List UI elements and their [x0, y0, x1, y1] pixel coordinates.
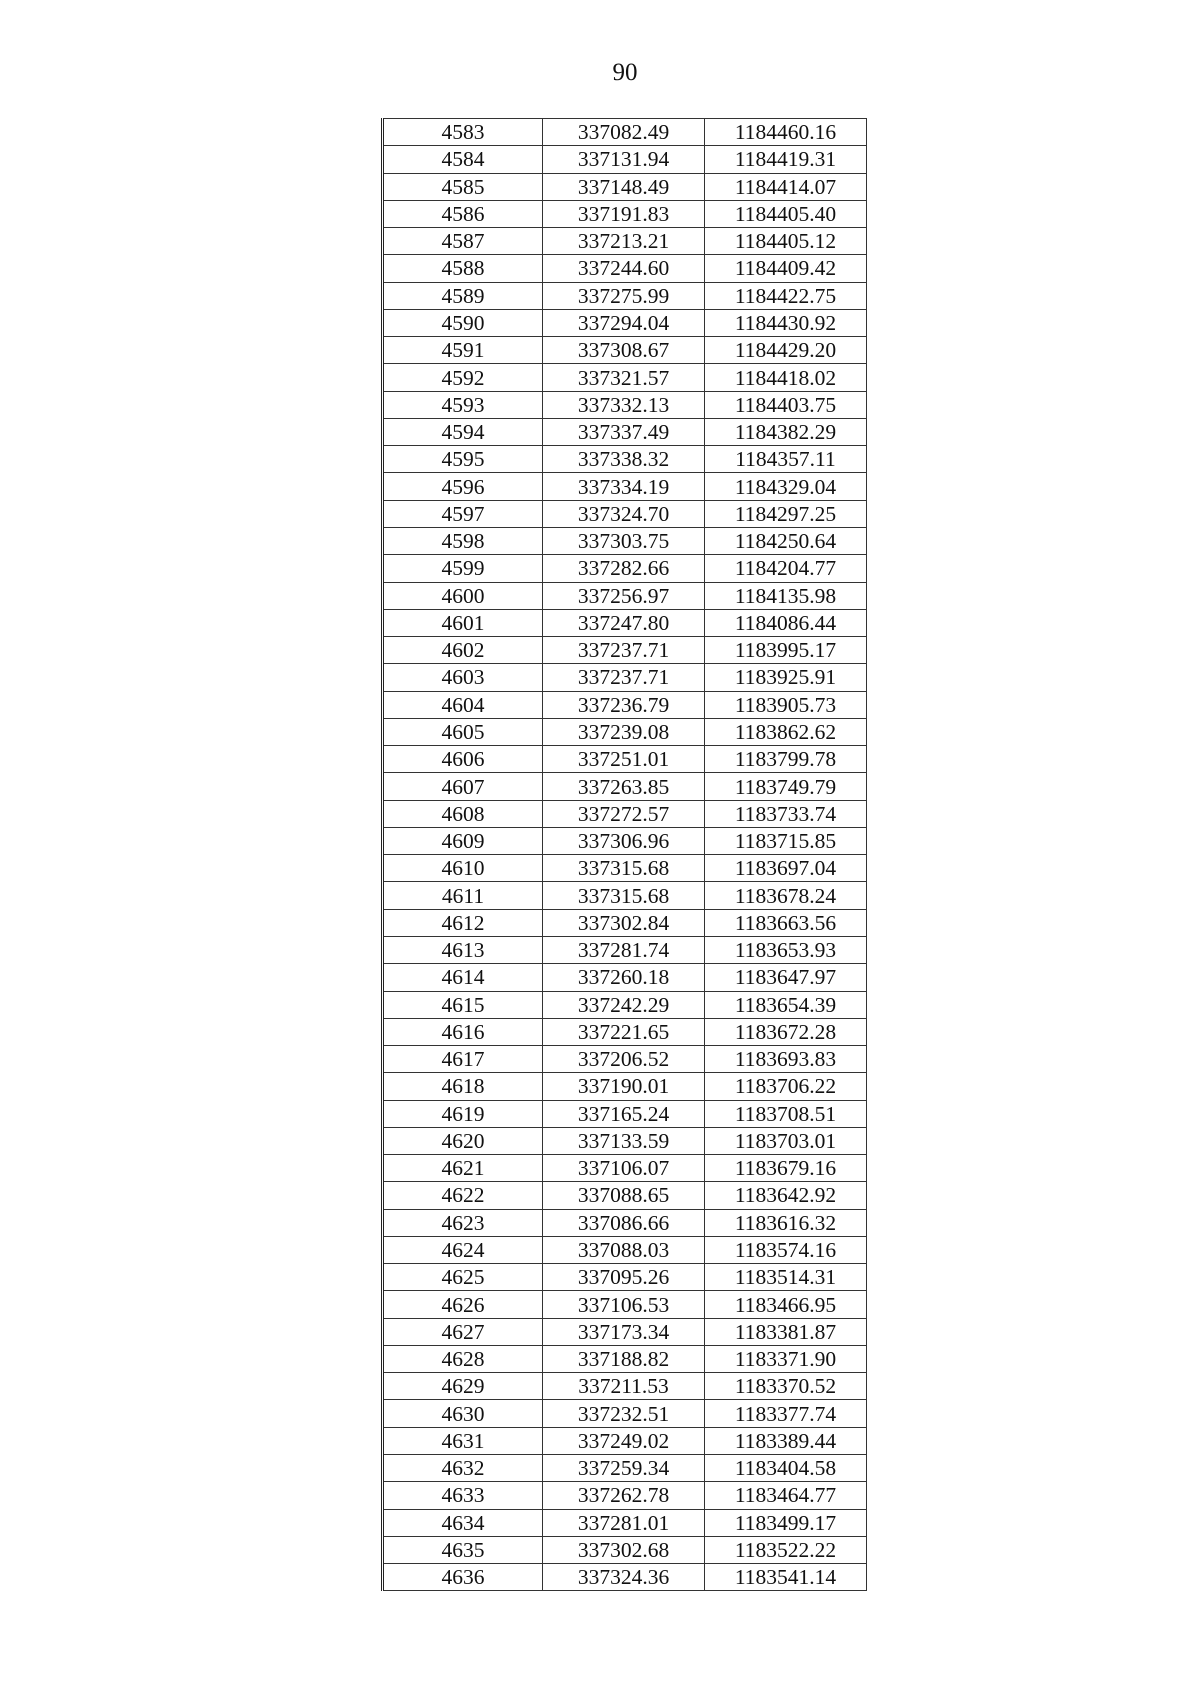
point-number-cell: 4615 — [383, 991, 543, 1018]
y-coordinate-cell: 1183466.95 — [705, 1291, 867, 1318]
x-coordinate-cell: 337148.49 — [543, 173, 705, 200]
x-coordinate-cell: 337237.71 — [543, 637, 705, 664]
table-row — [383, 882, 867, 909]
point-number-cell: 4589 — [383, 282, 543, 309]
x-coordinate-cell: 337251.01 — [543, 746, 705, 773]
point-number-cell: 4594 — [383, 418, 543, 445]
table-row — [383, 1182, 867, 1209]
y-coordinate-cell: 1183708.51 — [705, 1100, 867, 1127]
point-number-cell: 4592 — [383, 364, 543, 391]
y-coordinate-cell: 1183703.01 — [705, 1127, 867, 1154]
x-coordinate-cell: 337282.66 — [543, 555, 705, 582]
y-coordinate-cell: 1184409.42 — [705, 255, 867, 282]
x-coordinate-cell: 337337.49 — [543, 418, 705, 445]
table-row — [383, 527, 867, 554]
point-number-cell: 4599 — [383, 555, 543, 582]
page-number: 90 — [612, 59, 638, 86]
table-row — [383, 1073, 867, 1100]
y-coordinate-cell: 1183642.92 — [705, 1182, 867, 1209]
x-coordinate-cell: 337321.57 — [543, 364, 705, 391]
point-number-cell: 4598 — [383, 527, 543, 554]
table-row — [383, 309, 867, 336]
y-coordinate-cell: 1183616.32 — [705, 1209, 867, 1236]
x-coordinate-cell: 337082.49 — [543, 119, 705, 146]
point-number-cell: 4587 — [383, 228, 543, 255]
y-coordinate-cell: 1183715.85 — [705, 827, 867, 854]
x-coordinate-cell: 337260.18 — [543, 964, 705, 991]
y-coordinate-cell: 1183995.17 — [705, 637, 867, 664]
point-number-cell: 4624 — [383, 1236, 543, 1263]
table-row — [383, 1509, 867, 1536]
x-coordinate-cell: 337190.01 — [543, 1073, 705, 1100]
y-coordinate-cell: 1183371.90 — [705, 1345, 867, 1372]
point-number-cell: 4588 — [383, 255, 543, 282]
x-coordinate-cell: 337303.75 — [543, 527, 705, 554]
x-coordinate-cell: 337302.84 — [543, 909, 705, 936]
table-row — [383, 909, 867, 936]
table-row — [383, 337, 867, 364]
x-coordinate-cell: 337191.83 — [543, 200, 705, 227]
table-row — [383, 582, 867, 609]
table-row — [383, 1100, 867, 1127]
table-row — [383, 691, 867, 718]
y-coordinate-cell: 1184422.75 — [705, 282, 867, 309]
x-coordinate-cell: 337211.53 — [543, 1373, 705, 1400]
x-coordinate-cell: 337302.68 — [543, 1536, 705, 1563]
table-row — [383, 746, 867, 773]
coordinates-table — [381, 118, 867, 1591]
point-number-cell: 4631 — [383, 1427, 543, 1454]
table-row — [383, 1482, 867, 1509]
point-number-cell: 4611 — [383, 882, 543, 909]
table-row — [383, 609, 867, 636]
point-number-cell: 4606 — [383, 746, 543, 773]
y-coordinate-cell: 1183404.58 — [705, 1455, 867, 1482]
y-coordinate-cell: 1183370.52 — [705, 1373, 867, 1400]
y-coordinate-cell: 1184382.29 — [705, 418, 867, 445]
x-coordinate-cell: 337095.26 — [543, 1264, 705, 1291]
x-coordinate-cell: 337272.57 — [543, 800, 705, 827]
y-coordinate-cell: 1184429.20 — [705, 337, 867, 364]
point-number-cell: 4609 — [383, 827, 543, 854]
point-number-cell: 4601 — [383, 609, 543, 636]
table-row — [383, 1236, 867, 1263]
point-number-cell: 4595 — [383, 446, 543, 473]
table-row — [383, 1209, 867, 1236]
table-row — [383, 1046, 867, 1073]
y-coordinate-cell: 1184135.98 — [705, 582, 867, 609]
point-number-cell: 4622 — [383, 1182, 543, 1209]
x-coordinate-cell: 337281.01 — [543, 1509, 705, 1536]
point-number-cell: 4636 — [383, 1564, 543, 1591]
x-coordinate-cell: 337262.78 — [543, 1482, 705, 1509]
x-coordinate-cell: 337249.02 — [543, 1427, 705, 1454]
point-number-cell: 4617 — [383, 1046, 543, 1073]
table-row — [383, 500, 867, 527]
y-coordinate-cell: 1183541.14 — [705, 1564, 867, 1591]
table-row — [383, 1345, 867, 1372]
y-coordinate-cell: 1183654.39 — [705, 991, 867, 1018]
y-coordinate-cell: 1183905.73 — [705, 691, 867, 718]
x-coordinate-cell: 337338.32 — [543, 446, 705, 473]
y-coordinate-cell: 1184405.40 — [705, 200, 867, 227]
y-coordinate-cell: 1184414.07 — [705, 173, 867, 200]
point-number-cell: 4608 — [383, 800, 543, 827]
x-coordinate-cell: 337088.65 — [543, 1182, 705, 1209]
x-coordinate-cell: 337259.34 — [543, 1455, 705, 1482]
point-number-cell: 4584 — [383, 146, 543, 173]
point-number-cell: 4635 — [383, 1536, 543, 1563]
table-row — [383, 1400, 867, 1427]
y-coordinate-cell: 1184250.64 — [705, 527, 867, 554]
y-coordinate-cell: 1183733.74 — [705, 800, 867, 827]
point-number-cell: 4613 — [383, 936, 543, 963]
table-row — [383, 664, 867, 691]
x-coordinate-cell: 337206.52 — [543, 1046, 705, 1073]
y-coordinate-cell: 1183574.16 — [705, 1236, 867, 1263]
y-coordinate-cell: 1184419.31 — [705, 146, 867, 173]
x-coordinate-cell: 337294.04 — [543, 309, 705, 336]
y-coordinate-cell: 1183749.79 — [705, 773, 867, 800]
table-row — [383, 200, 867, 227]
x-coordinate-cell: 337315.68 — [543, 855, 705, 882]
table-row — [383, 1455, 867, 1482]
table-row — [383, 855, 867, 882]
y-coordinate-cell: 1183672.28 — [705, 1018, 867, 1045]
x-coordinate-cell: 337242.29 — [543, 991, 705, 1018]
point-number-cell: 4590 — [383, 309, 543, 336]
table-row — [383, 255, 867, 282]
point-number-cell: 4614 — [383, 964, 543, 991]
point-number-cell: 4616 — [383, 1018, 543, 1045]
table-row — [383, 364, 867, 391]
y-coordinate-cell: 1183647.97 — [705, 964, 867, 991]
y-coordinate-cell: 1183862.62 — [705, 718, 867, 745]
x-coordinate-cell: 337173.34 — [543, 1318, 705, 1345]
y-coordinate-cell: 1184403.75 — [705, 391, 867, 418]
x-coordinate-cell: 337239.08 — [543, 718, 705, 745]
x-coordinate-cell: 337086.66 — [543, 1209, 705, 1236]
table-row — [383, 555, 867, 582]
x-coordinate-cell: 337334.19 — [543, 473, 705, 500]
point-number-cell: 4610 — [383, 855, 543, 882]
table-row — [383, 446, 867, 473]
table-row — [383, 637, 867, 664]
point-number-cell: 4612 — [383, 909, 543, 936]
x-coordinate-cell: 337221.65 — [543, 1018, 705, 1045]
table-row — [383, 991, 867, 1018]
y-coordinate-cell: 1183389.44 — [705, 1427, 867, 1454]
x-coordinate-cell: 337232.51 — [543, 1400, 705, 1427]
point-number-cell: 4593 — [383, 391, 543, 418]
point-number-cell: 4591 — [383, 337, 543, 364]
x-coordinate-cell: 337237.71 — [543, 664, 705, 691]
point-number-cell: 4634 — [383, 1509, 543, 1536]
point-number-cell: 4607 — [383, 773, 543, 800]
table-row — [383, 473, 867, 500]
y-coordinate-cell: 1184329.04 — [705, 473, 867, 500]
point-number-cell: 4604 — [383, 691, 543, 718]
x-coordinate-cell: 337281.74 — [543, 936, 705, 963]
y-coordinate-cell: 1184297.25 — [705, 500, 867, 527]
y-coordinate-cell: 1183663.56 — [705, 909, 867, 936]
table-row — [383, 1427, 867, 1454]
y-coordinate-cell: 1183499.17 — [705, 1509, 867, 1536]
x-coordinate-cell: 337165.24 — [543, 1100, 705, 1127]
table-row — [383, 282, 867, 309]
table-row — [383, 418, 867, 445]
y-coordinate-cell: 1184405.12 — [705, 228, 867, 255]
point-number-cell: 4627 — [383, 1318, 543, 1345]
table-row — [383, 391, 867, 418]
point-number-cell: 4629 — [383, 1373, 543, 1400]
table-row — [383, 1564, 867, 1591]
y-coordinate-cell: 1184357.11 — [705, 446, 867, 473]
point-number-cell: 4621 — [383, 1155, 543, 1182]
table-row — [383, 1018, 867, 1045]
y-coordinate-cell: 1184086.44 — [705, 609, 867, 636]
x-coordinate-cell: 337188.82 — [543, 1345, 705, 1372]
point-number-cell: 4603 — [383, 664, 543, 691]
point-number-cell: 4583 — [383, 119, 543, 146]
y-coordinate-cell: 1183679.16 — [705, 1155, 867, 1182]
y-coordinate-cell: 1183799.78 — [705, 746, 867, 773]
table-row — [383, 1264, 867, 1291]
x-coordinate-cell: 337088.03 — [543, 1236, 705, 1263]
x-coordinate-cell: 337308.67 — [543, 337, 705, 364]
table-row — [383, 718, 867, 745]
x-coordinate-cell: 337244.60 — [543, 255, 705, 282]
point-number-cell: 4596 — [383, 473, 543, 500]
y-coordinate-cell: 1184418.02 — [705, 364, 867, 391]
y-coordinate-cell: 1183381.87 — [705, 1318, 867, 1345]
point-number-cell: 4628 — [383, 1345, 543, 1372]
table-row — [383, 1155, 867, 1182]
x-coordinate-cell: 337236.79 — [543, 691, 705, 718]
y-coordinate-cell: 1183464.77 — [705, 1482, 867, 1509]
table-row — [383, 827, 867, 854]
y-coordinate-cell: 1183377.74 — [705, 1400, 867, 1427]
table-row — [383, 146, 867, 173]
x-coordinate-cell: 337131.94 — [543, 146, 705, 173]
point-number-cell: 4630 — [383, 1400, 543, 1427]
y-coordinate-cell: 1183693.83 — [705, 1046, 867, 1073]
point-number-cell: 4618 — [383, 1073, 543, 1100]
point-number-cell: 4620 — [383, 1127, 543, 1154]
table-row — [383, 964, 867, 991]
table-row — [383, 936, 867, 963]
x-coordinate-cell: 337263.85 — [543, 773, 705, 800]
x-coordinate-cell: 337106.53 — [543, 1291, 705, 1318]
point-number-cell: 4585 — [383, 173, 543, 200]
point-number-cell: 4605 — [383, 718, 543, 745]
x-coordinate-cell: 337133.59 — [543, 1127, 705, 1154]
table-row — [383, 1373, 867, 1400]
table-row — [383, 1291, 867, 1318]
y-coordinate-cell: 1183925.91 — [705, 664, 867, 691]
x-coordinate-cell: 337213.21 — [543, 228, 705, 255]
point-number-cell: 4597 — [383, 500, 543, 527]
y-coordinate-cell: 1184430.92 — [705, 309, 867, 336]
y-coordinate-cell: 1184460.16 — [705, 119, 867, 146]
table-row — [383, 1127, 867, 1154]
table-row — [383, 1318, 867, 1345]
table-row — [383, 800, 867, 827]
point-number-cell: 4623 — [383, 1209, 543, 1236]
point-number-cell: 4626 — [383, 1291, 543, 1318]
x-coordinate-cell: 337256.97 — [543, 582, 705, 609]
y-coordinate-cell: 1183678.24 — [705, 882, 867, 909]
x-coordinate-cell: 337324.36 — [543, 1564, 705, 1591]
y-coordinate-cell: 1183706.22 — [705, 1073, 867, 1100]
point-number-cell: 4602 — [383, 637, 543, 664]
table-row — [383, 173, 867, 200]
y-coordinate-cell: 1183697.04 — [705, 855, 867, 882]
x-coordinate-cell: 337106.07 — [543, 1155, 705, 1182]
point-number-cell: 4633 — [383, 1482, 543, 1509]
x-coordinate-cell: 337275.99 — [543, 282, 705, 309]
x-coordinate-cell: 337332.13 — [543, 391, 705, 418]
y-coordinate-cell: 1183653.93 — [705, 936, 867, 963]
x-coordinate-cell: 337306.96 — [543, 827, 705, 854]
x-coordinate-cell: 337247.80 — [543, 609, 705, 636]
point-number-cell: 4600 — [383, 582, 543, 609]
coordinates-table-body — [383, 119, 867, 1591]
point-number-cell: 4586 — [383, 200, 543, 227]
y-coordinate-cell: 1183522.22 — [705, 1536, 867, 1563]
y-coordinate-cell: 1184204.77 — [705, 555, 867, 582]
point-number-cell: 4625 — [383, 1264, 543, 1291]
table-row — [383, 773, 867, 800]
x-coordinate-cell: 337315.68 — [543, 882, 705, 909]
point-number-cell: 4632 — [383, 1455, 543, 1482]
table-row — [383, 1536, 867, 1563]
y-coordinate-cell: 1183514.31 — [705, 1264, 867, 1291]
table-row — [383, 119, 867, 146]
point-number-cell: 4619 — [383, 1100, 543, 1127]
x-coordinate-cell: 337324.70 — [543, 500, 705, 527]
table-row — [383, 228, 867, 255]
